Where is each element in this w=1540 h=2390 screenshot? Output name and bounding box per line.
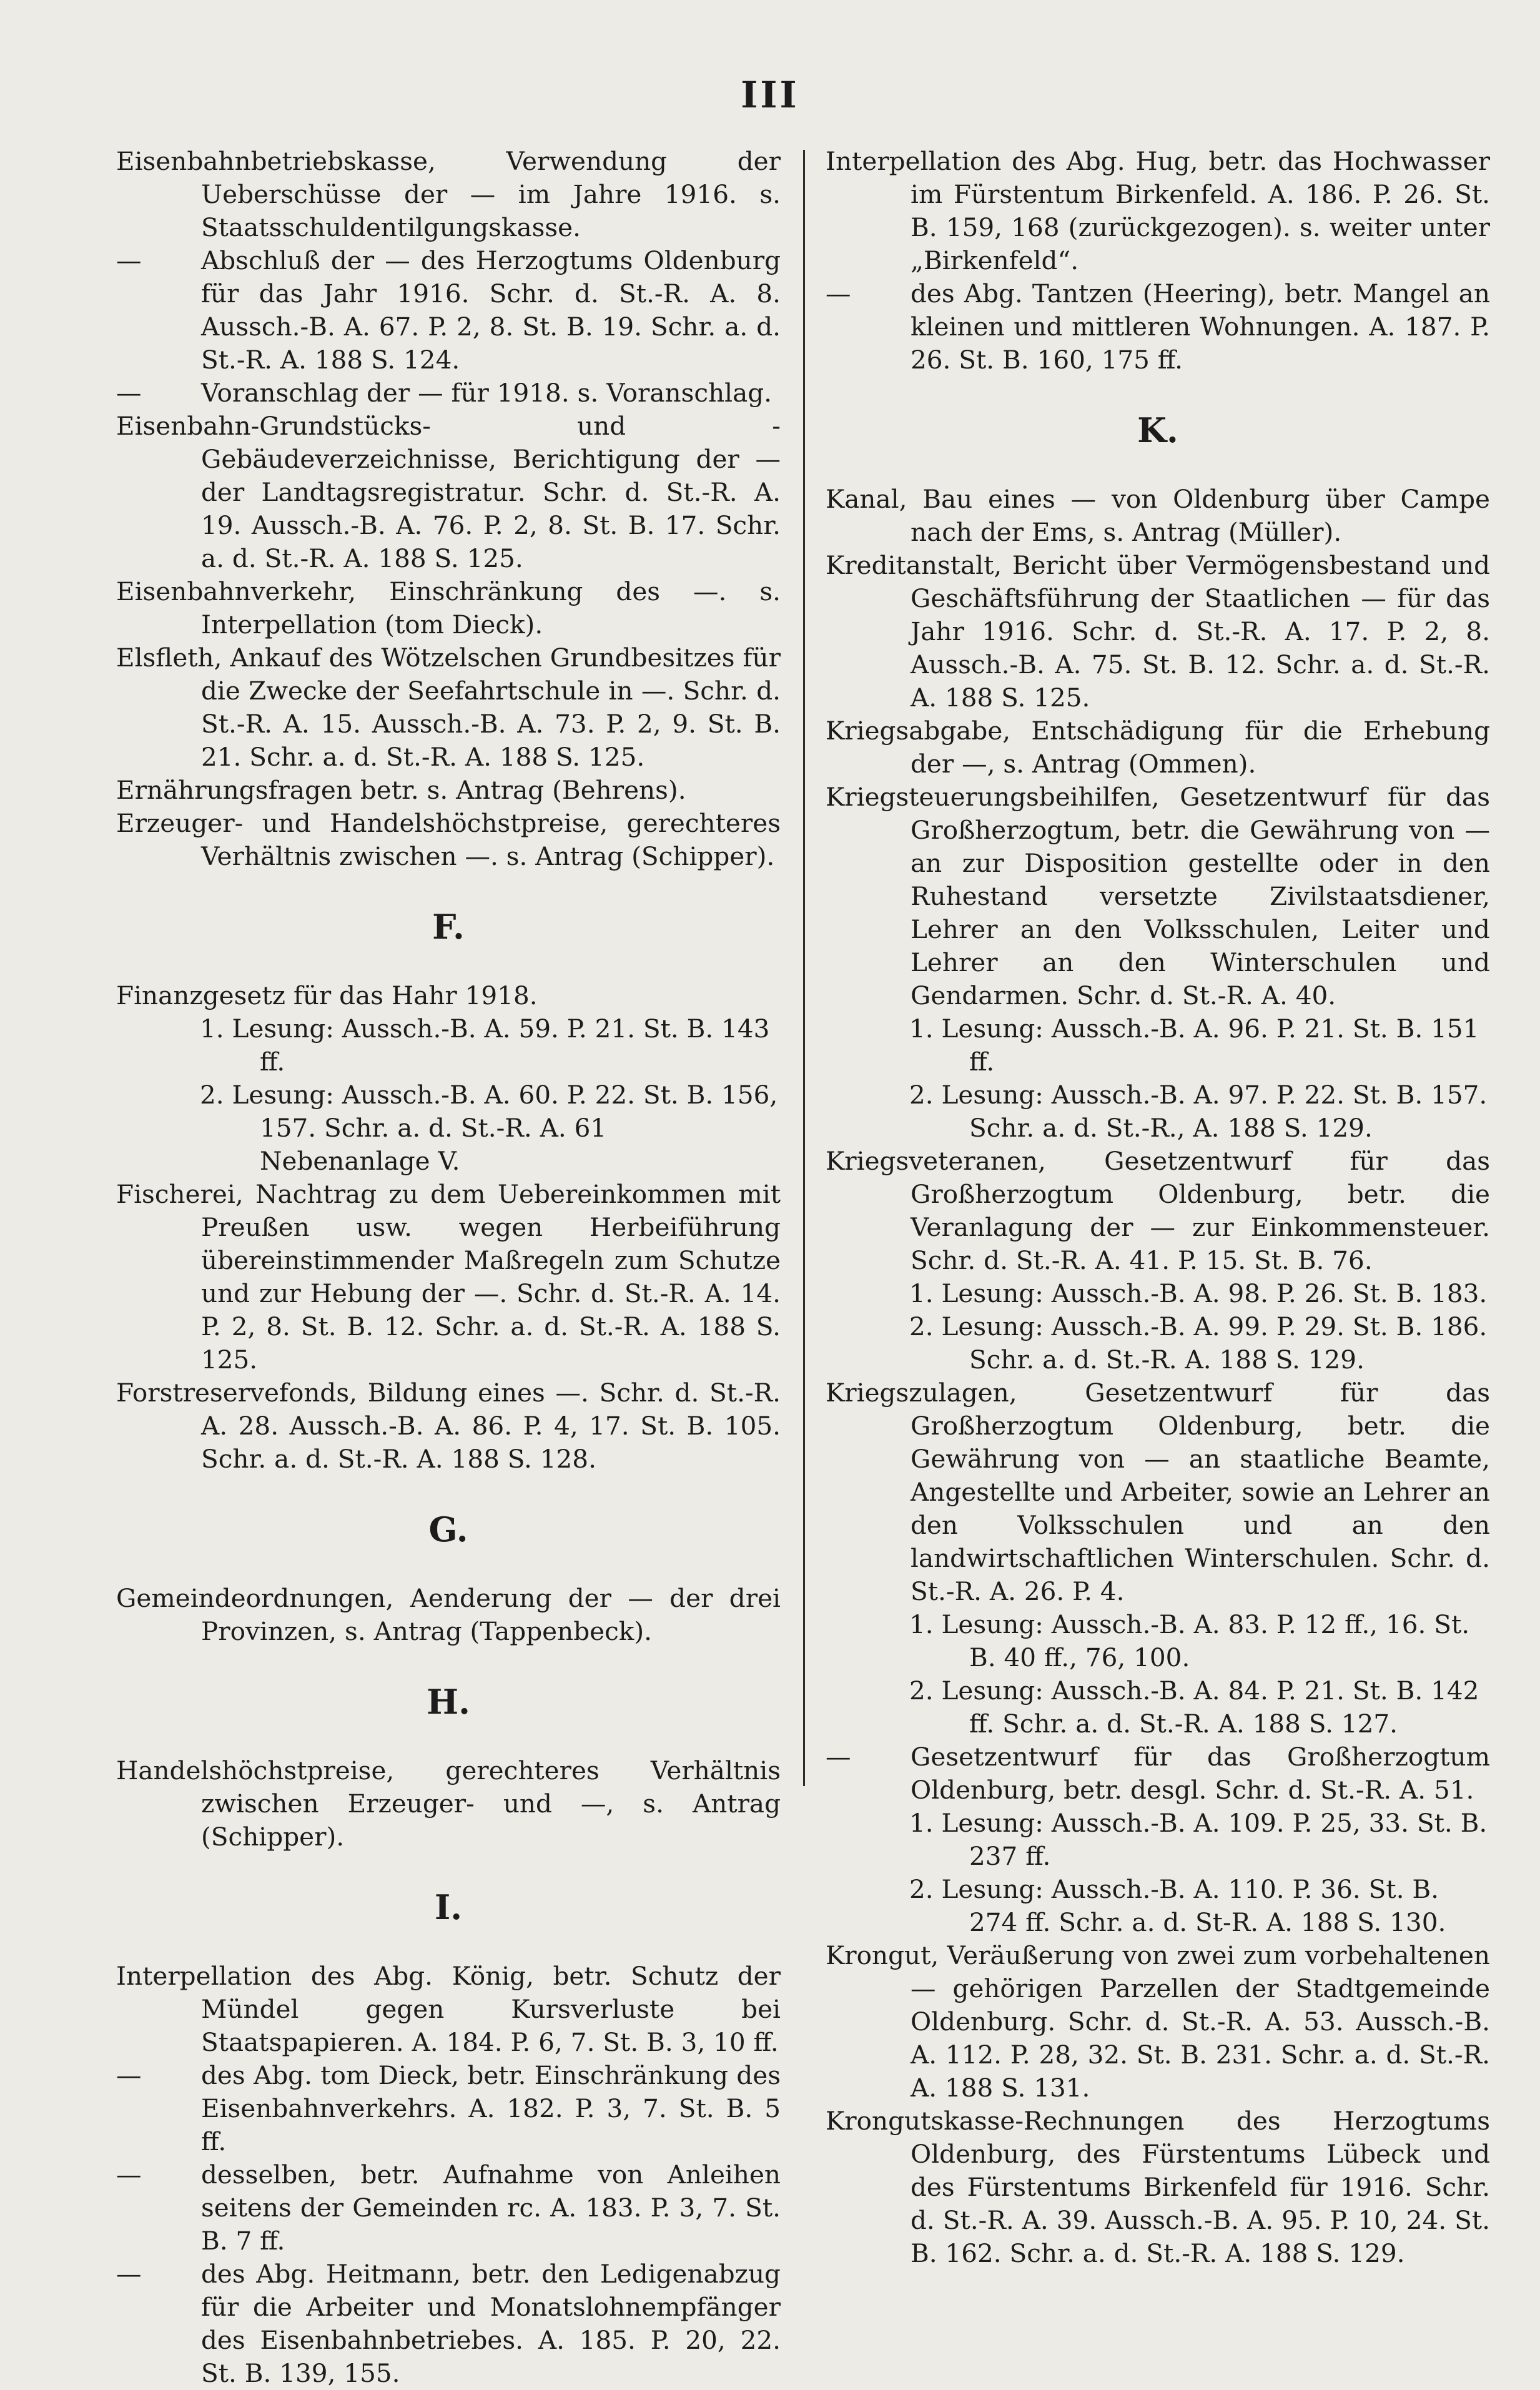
index-entry: Erzeuger- und Handelshöchstpreise, gerechteres Verhältnis zwischen —. s. Antrag (Schipper). [116, 808, 781, 871]
reading-line: 2. Lesung: Aussch.-B. A. 60. P. 22. St. B. 156, 157. Schr. a. d. St.-R. A. 61 Nebenanlage V. [200, 1080, 778, 1176]
sub-entry-text: Gesetzentwurf für das Großherzogtum Oldenburg, betr. desgl. Schr. d. St.-R. A. 51. [911, 1742, 1490, 1805]
index-entry: Krongut, Veräußerung von zwei zum vorbehaltenen — gehörigen Parzellen der Stadtgemeinde Oldenburg. Schr. d. St.-R. A. 53. Aussch.-B. A. 112. P. 28, 32. St. B. 231. Schr. a. d. St.-R. A. 188 S. 131. [826, 1940, 1490, 2103]
index-entry: Eisenbahn-Grundstücks- und -Gebäudeverzeichnisse, Berichtigung der — der Landtagsregistratur. Schr. d. St.-R. A. 19. Aussch.-B. A. 76. P. 2, 8. St. B. 17. Schr. a. d. St.-R. A. 188 S. 125. [116, 411, 781, 573]
repeat-dash: — [116, 2259, 142, 2289]
sub-entry-text: des Abg. tom Dieck, betr. Einschränkung des Eisenbahnverkehrs. A. 182. P. 3, 7. St. B. 5 ff. [201, 2060, 781, 2156]
sub-entry [116, 2258, 781, 2390]
reading-line: 1. Lesung: Aussch.-B. A. 98. P. 26. St. B. 183. [909, 1278, 1488, 1308]
sub-entry [826, 1741, 1490, 1807]
reading-line: 2. Lesung: Aussch.-B. A. 97. P. 22. St. B. 157. Schr. a. d. St.-R., A. 188 S. 129. [909, 1080, 1488, 1143]
index-entry: Kreditanstalt, Bericht über Vermögensbestand und Geschäftsführung der Staatlichen — für das Jahr 1916. Schr. d. St.-R. A. 17. P. 2, 8. Aussch.-B. A. 75. St. B. 12. Schr. a. d. St.-R. A. 188 S. 125. [826, 550, 1490, 713]
repeat-dash: — [116, 245, 142, 275]
sub-entry [116, 2059, 781, 2158]
index-entry: Kriegsabgabe, Entschädigung für die Erhebung der —, s. Antrag (Ommen). [826, 716, 1490, 779]
left-column [116, 145, 781, 2390]
section-letter-heading: I. [434, 1887, 463, 1927]
index-entry: Finanzgesetz für das Hahr 1918. [116, 980, 538, 1010]
sub-entry-text: Voranschlag der — für 1918. s. Voranschlag. [201, 378, 772, 408]
index-entry: Kriegszulagen, Gesetzentwurf für das Großherzogtum Oldenburg, betr. die Gewährung von — an staatliche Beamte, Angestellte und Arbeiter, sowie an Lehrer an den Volksschulen und an den landwirtschaftlichen Winterschulen. Schr. d. St.-R. A. 26. P. 4. [826, 1378, 1490, 1606]
reading-line: 1. Lesung: Aussch.-B. A. 109. P. 25, 33. St. B. 237 ff. [909, 1808, 1488, 1871]
index-entry: Ernährungsfragen betr. s. Antrag (Behrens). [116, 775, 686, 805]
section-letter-heading: G. [428, 1509, 468, 1549]
reading-line: 2. Lesung: Aussch.-B. A. 84. P. 21. St. B. 142 ff. Schr. a. d. St.-R. A. 188 S. 127. [909, 1676, 1479, 1739]
index-entry: Gemeindeordnungen, Aenderung der — der drei Provinzen, s. Antrag (Tappenbeck). [116, 1583, 781, 1646]
index-entry: Interpellation des Abg. Hug, betr. das Hochwasser im Fürstentum Birkenfeld. A. 186. P. 26. St. B. 159, 168 (zurückgezogen). s. weiter unter „Birkenfeld“. [826, 146, 1490, 275]
index-entry: Forstreservefonds, Bildung eines —. Schr. d. St.-R. A. 28. Aussch.-B. A. 86. P. 4, 17. St. B. 105. Schr. a. d. St.-R. A. 188 S. 128. [116, 1378, 781, 1474]
index-entry: Fischerei, Nachtrag zu dem Uebereinkommen mit Preußen usw. wegen Herbeiführung übereinstimmender Maßregeln zum Schutze und zur Hebung der —. Schr. d. St.-R. A. 14. P. 2, 8. St. B. 12. Schr. a. d. St.-R. A. 188 S. 125. [116, 1179, 781, 1375]
index-entry: Kriegsveteranen, Gesetzentwurf für das Großherzogtum Oldenburg, betr. die Veranlagung der — zur Einkommensteuer. Schr. d. St.-R. A. 41. P. 15. St. B. 76. [826, 1146, 1490, 1275]
page-number: III [741, 74, 799, 116]
sub-entry [116, 377, 781, 410]
index-entry: Interpellation des Abg. König, betr. Schutz der Mündel gegen Kursverluste bei Staatspapieren. A. 184. P. 6, 7. St. B. 3, 10 ff. [116, 1961, 781, 2057]
index-entry: Eisenbahnbetriebskasse, Verwendung der Ueberschüsse der — im Jahre 1916. s. Staatsschuldentilgungskasse. [116, 146, 781, 242]
column-divider [803, 150, 805, 1786]
sub-entry-text: Abschluß der — des Herzogtums Oldenburg für das Jahr 1916. Schr. d. St.-R. A. 8. Aussch.-B. A. 67. P. 2, 8. St. B. 19. Schr. a. d. St.-R. A. 188 S. 124. [201, 245, 781, 375]
sub-entry [116, 244, 781, 377]
sub-entry [826, 277, 1490, 377]
reading-line: 2. Lesung: Aussch.-B. A. 110. P. 36. St. B. 274 ff. Schr. a. d. St-R. A. 188 S. 130. [909, 1874, 1446, 1937]
reading-line: 1. Lesung: Aussch.-B. A. 59. P. 21. St. B. 143 ff. [200, 1014, 770, 1077]
sub-entry-text: desselben, betr. Aufnahme von Anleihen seitens der Gemeinden rc. A. 183. P. 3, 7. St. B. 7 ff. [201, 2160, 781, 2256]
right-column [826, 145, 1490, 2270]
sub-entry-text: des Abg. Tantzen (Heering), betr. Mangel an kleinen und mittleren Wohnungen. A. 187. P. 26. St. B. 160, 175 ff. [911, 279, 1490, 375]
reading-line: 1. Lesung: Aussch.-B. A. 83. P. 12 ff., 16. St. B. 40 ff., 76, 100. [909, 1609, 1470, 1672]
repeat-dash: — [116, 2160, 142, 2190]
index-entry: Krongutskasse-Rechnungen des Herzogtums Oldenburg, des Fürstentums Lübeck und des Fürstentums Birkenfeld für 1916. Schr. d. St.-R. A. 39. Aussch.-B. A. 95. P. 10, 24. St. B. 162. Schr. a. d. St.-R. A. 188 S. 129. [826, 2106, 1490, 2268]
index-entry: Handelshöchstpreise, gerechteres Verhältnis zwischen Erzeuger- und —, s. Antrag (Schipper). [116, 1755, 781, 1852]
repeat-dash: — [116, 378, 142, 408]
index-entry: Elsfleth, Ankauf des Wötzelschen Grundbesitzes für die Zwecke der Seefahrtschule in —. Schr. d. St.-R. A. 15. Aussch.-B. A. 73. P. 2, 9. St. B. 21. Schr. a. d. St.-R. A. 188 S. 125. [116, 643, 781, 772]
section-letter-heading: K. [1137, 410, 1178, 450]
sub-entry-text: des Abg. Heitmann, betr. den Ledigenabzug für die Arbeiter und Monatslohnempfänger des Eisenbahnbetriebes. A. 185. P. 20, 22. St. B. 139, 155. [201, 2259, 781, 2388]
section-letter-heading: F. [432, 907, 465, 947]
repeat-dash: — [826, 279, 851, 309]
index-entry: Kanal, Bau eines — von Oldenburg über Campe nach der Ems, s. Antrag (Müller). [826, 484, 1490, 547]
section-letter-heading: H. [427, 1682, 470, 1722]
index-entry: Eisenbahnverkehr, Einschränkung des —. s. Interpellation (tom Dieck). [116, 576, 781, 639]
repeat-dash: — [116, 2060, 142, 2090]
sub-entry [116, 2158, 781, 2258]
reading-line: 1. Lesung: Aussch.-B. A. 96. P. 21. St. B. 151 ff. [909, 1014, 1479, 1077]
reading-line: 2. Lesung: Aussch.-B. A. 99. P. 29. St. B. 186. Schr. a. d. St.-R. A. 188 S. 129. [909, 1311, 1488, 1375]
repeat-dash: — [826, 1742, 851, 1772]
index-entry: Kriegsteuerungsbeihilfen, Gesetzentwurf für das Großherzogtum, betr. die Gewährung von — an zur Disposition gestellte oder in den Ruhestand versetzte Zivilstaatsdiener, Lehrer an den Volksschulen, Leiter und Lehrer an den Winterschulen und Gendarmen. Schr. d. St.-R. A. 40. [826, 782, 1490, 1010]
